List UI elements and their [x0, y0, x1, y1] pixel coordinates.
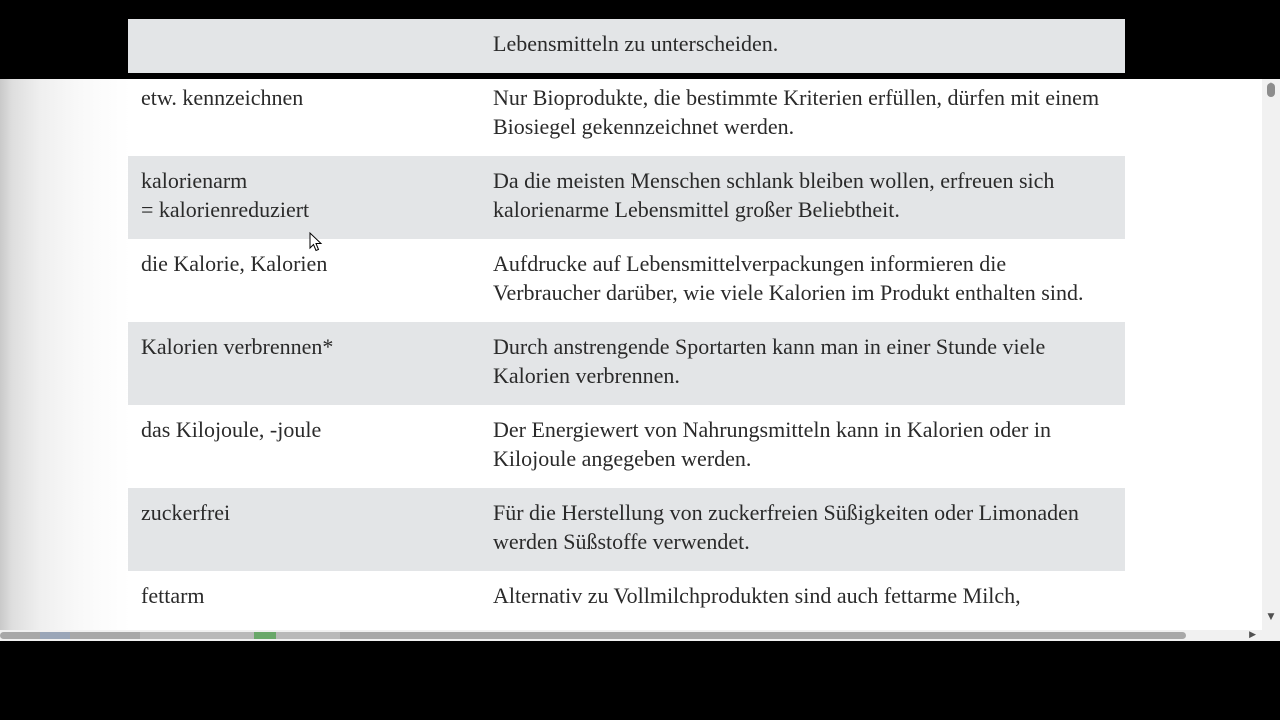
table-row	[128, 488, 1125, 571]
table-row	[128, 156, 1125, 239]
example-sentence: Da die meisten Menschen schlank bleiben wollen, erfreuen sich kalorienarme Lebensmittel großer Beliebtheit.	[493, 168, 1055, 222]
example-sentence: Der Energiewert von Nahrungsmitteln kann in Kalorien oder in Kilojoule angegeben werden.	[493, 417, 1051, 471]
scanned-page	[0, 31, 1262, 641]
table-row	[128, 405, 1125, 488]
table-row	[128, 322, 1125, 405]
example-sentence: Nur Bioprodukte, die bestimmte Kriterien erfüllen, dürfen mit einem Biosiegel gekennzeichnet werden.	[493, 85, 1100, 139]
horizontal-scroll-thumb[interactable]	[0, 632, 1186, 639]
document-viewer	[0, 31, 1280, 641]
thumb-marker	[140, 632, 340, 639]
scroll-right-icon[interactable]: ▶	[1249, 630, 1256, 640]
thumb-marker	[40, 632, 70, 639]
table-row	[128, 571, 1125, 625]
vocabulary-term: etw. kennzeichnen	[141, 85, 304, 110]
example-sentence: Aufdrucke auf Lebensmittelverpackungen informieren die Verbraucher darüber, wie viele Kalorien im Produkt enthalten sind.	[493, 251, 1084, 305]
vocabulary-table	[128, 19, 1125, 625]
mouse-pointer-icon	[309, 232, 323, 252]
horizontal-scrollbar[interactable]	[0, 630, 1262, 641]
scroll-down-icon[interactable]: ▼	[1267, 612, 1275, 622]
vocabulary-term: fettarm	[141, 583, 205, 608]
vocabulary-term: das Kilojoule, -joule	[141, 417, 322, 442]
example-sentence: Alternativ zu Vollmilchprodukten sind auch fettarme Milch,	[493, 583, 1021, 608]
table-row	[128, 19, 1125, 73]
thumb-marker	[254, 632, 276, 639]
table-row	[128, 239, 1125, 322]
example-sentence: Lebensmitteln zu unterscheiden.	[493, 31, 779, 56]
example-sentence: Für die Herstellung von zuckerfreien Süßigkeiten oder Limonaden werden Süßstoffe verwendet.	[493, 500, 1079, 554]
vocabulary-term: die Kalorie, Kalorien	[141, 251, 328, 276]
vocabulary-term: Kalorien verbrennen*	[141, 334, 334, 359]
table-row	[128, 73, 1125, 156]
vocabulary-term: zuckerfrei	[141, 500, 231, 525]
vertical-scrollbar[interactable]	[1262, 79, 1280, 641]
vocabulary-term	[128, 29, 493, 58]
example-sentence: Durch anstrengende Sportarten kann man in einer Stunde viele Kalorien verbrennen.	[493, 334, 1046, 388]
vocabulary-term: kalorienarm = kalorienreduziert	[141, 168, 310, 222]
vertical-scroll-thumb[interactable]	[1267, 83, 1275, 97]
